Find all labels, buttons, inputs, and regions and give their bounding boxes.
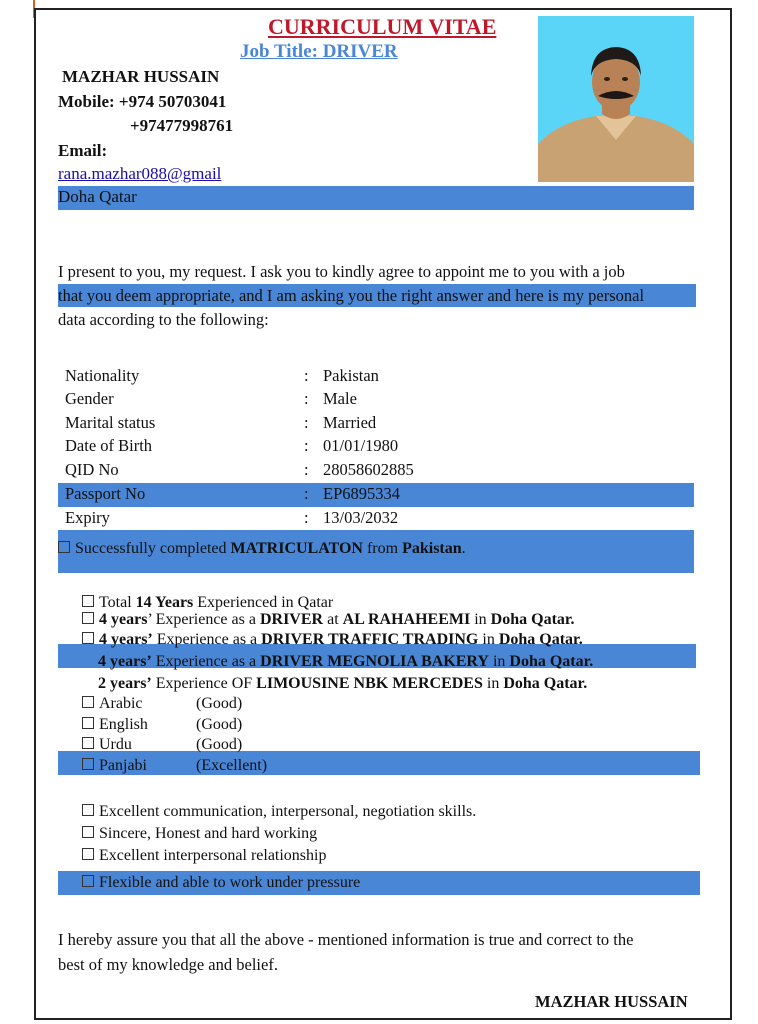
separator: : (304, 413, 309, 432)
checkbox-icon (82, 612, 94, 624)
skill-item: Flexible and able to work under pressure (82, 874, 360, 892)
document-title: CURRICULUM VITAE (268, 14, 497, 39)
marital-status-value: Married (323, 413, 377, 432)
checkbox-icon (82, 632, 94, 644)
experience-item: 4 years’ Experience as a DRIVER at AL RAHAHEEMI in Doha Qatar. (82, 611, 575, 629)
expiry-value: 13/03/2032 (323, 508, 399, 527)
language-level: (Good) (196, 736, 243, 753)
mobile-number: Mobile: +974 50703041 (58, 92, 227, 111)
marital-status-label: Marital status (65, 413, 156, 432)
language-level: (Good) (196, 716, 243, 733)
separator: : (304, 366, 309, 385)
gender-value: Male (323, 389, 357, 408)
checkbox-icon (82, 758, 94, 770)
nationality-label: Nationality (65, 366, 140, 385)
signature-name: MAZHAR HUSSAIN (535, 992, 688, 1011)
separator: : (304, 484, 309, 503)
nationality-value: Pakistan (323, 366, 379, 385)
highlight-band-language (58, 751, 700, 775)
experience-total: Total 14 Years Experienced in Qatar (82, 594, 333, 612)
language-item: Panjabi (82, 757, 147, 775)
language-item: Urdu (82, 736, 132, 754)
experience-item: 4 years’ Experience as a DRIVER MEGNOLIA BAKERY in Doha Qatar. (98, 653, 594, 670)
qid-value: 28058602885 (323, 460, 414, 479)
checkbox-icon (82, 848, 94, 860)
qid-label: QID No (65, 460, 119, 479)
checkbox-icon (82, 717, 94, 729)
expiry-label: Expiry (65, 508, 110, 527)
skill-item: Excellent interpersonal relationship (82, 847, 326, 865)
email-label: Email: (58, 141, 108, 160)
checkbox-icon (82, 875, 94, 887)
portrait-illustration (538, 16, 694, 182)
date-of-birth-value: 01/01/1980 (323, 436, 399, 455)
intro-line-2: that you deem appropriate, and I am asking you the right answer and here is my personal (58, 286, 645, 305)
checkbox-icon (82, 696, 94, 708)
location: Doha Qatar (58, 187, 137, 206)
separator: : (304, 508, 309, 527)
passport-value: EP6895334 (323, 484, 401, 503)
profile-photo (538, 16, 694, 182)
education-line: Successfully completed MATRICULATON from Pakistan. (58, 540, 466, 558)
checkbox-icon (82, 804, 94, 816)
job-title: Job Title: DRIVER (240, 41, 398, 62)
checkbox-icon (82, 595, 94, 607)
separator: : (304, 436, 309, 455)
experience-item: 4 years’ Experience as a DRIVER TRAFFIC TRADING in Doha Qatar. (82, 631, 583, 649)
date-of-birth-label: Date of Birth (65, 436, 153, 455)
intro-line-3: data according to the following: (58, 310, 269, 329)
checkbox-icon (82, 826, 94, 838)
gender-label: Gender (65, 389, 114, 408)
language-item: English (82, 716, 148, 734)
intro-line-1: I present to you, my request. I ask you to kindly agree to appoint me to you with a job (58, 262, 625, 281)
experience-item: 2 years’ Experience OF LIMOUSINE NBK MERCEDES in Doha Qatar. (98, 675, 588, 692)
language-level: (Good) (196, 695, 243, 712)
mobile-number-2: +97477998761 (130, 116, 234, 135)
declaration-line-1: I hereby assure you that all the above - mentioned information is true and correct to the (58, 930, 634, 949)
skill-item: Sincere, Honest and hard working (82, 825, 317, 843)
checkbox-icon (82, 737, 94, 749)
declaration-line-2: best of my knowledge and belief. (58, 955, 278, 974)
skill-item: Excellent communication, interpersonal, negotiation skills. (82, 803, 476, 821)
email-link[interactable]: rana.mazhar088@gmail (58, 164, 222, 183)
language-item: Arabic (82, 695, 143, 713)
checkbox-icon (58, 541, 70, 553)
passport-label: Passport No (65, 484, 146, 503)
highlight-band-location (58, 186, 694, 210)
language-level: (Excellent) (196, 757, 268, 774)
separator: : (304, 460, 309, 479)
candidate-name: MAZHAR HUSSAIN (62, 67, 220, 86)
separator: : (304, 389, 309, 408)
